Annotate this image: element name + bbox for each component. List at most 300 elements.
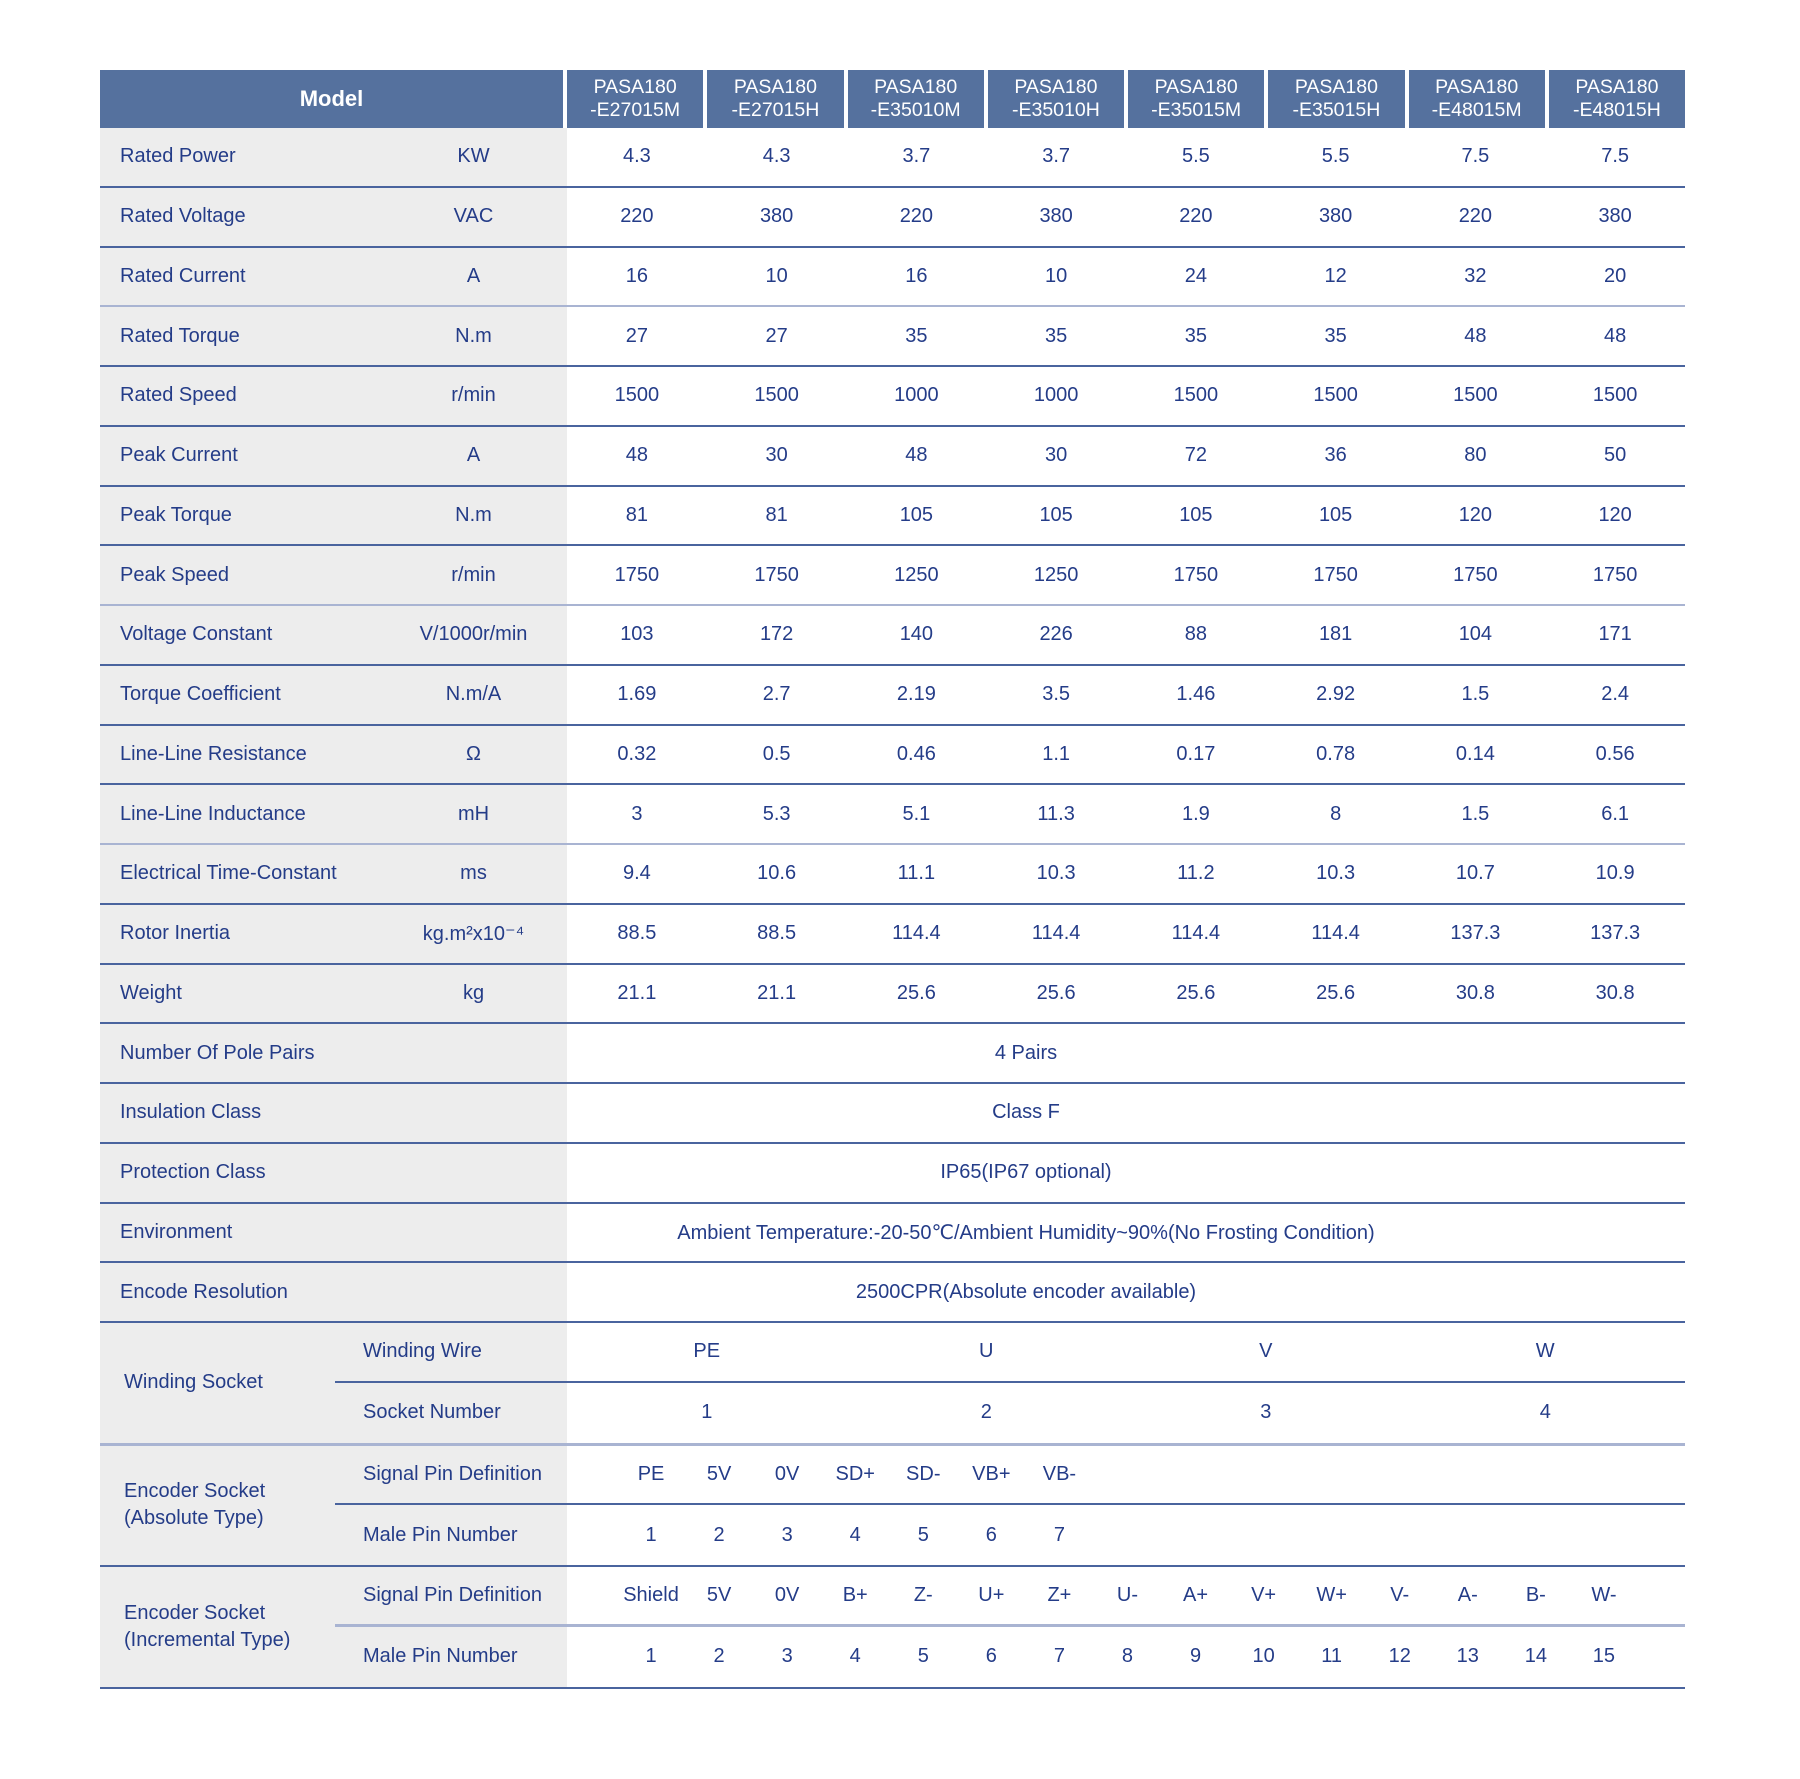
spec-row-values bbox=[567, 248, 1685, 306]
spec-value-cell: 220 bbox=[1179, 205, 1213, 228]
spec-value-cell: 35 bbox=[905, 324, 928, 347]
spec-value-cell: 3.5 bbox=[1042, 683, 1071, 706]
spec-value-cell: 1500 bbox=[1173, 384, 1219, 407]
param-unit: VAC bbox=[453, 205, 494, 228]
param-name: Peak Current bbox=[120, 444, 238, 467]
model-name-line1: PASA180 bbox=[1294, 76, 1378, 98]
socket-value-cell: W bbox=[1535, 1340, 1555, 1363]
spec-value-cell: 114.4 bbox=[1171, 922, 1221, 945]
pin-cell: 14 bbox=[1524, 1645, 1547, 1668]
spec-value-cell: 4.3 bbox=[762, 145, 791, 168]
spec-row-labels bbox=[100, 487, 567, 545]
spec-value-cell: 27 bbox=[765, 324, 788, 347]
spec-value-cell: 172 bbox=[759, 623, 794, 646]
param-unit: kg bbox=[462, 981, 485, 1004]
spec-value-cell: 1000 bbox=[1033, 384, 1079, 407]
spec-value-cell: 10 bbox=[765, 264, 788, 287]
full-row-labels bbox=[100, 1204, 567, 1262]
pin-cell: SD- bbox=[906, 1462, 941, 1485]
spec-value-cell: 105 bbox=[1039, 503, 1073, 526]
full-row-labels bbox=[100, 1024, 567, 1082]
model-name-line1: PASA180 bbox=[1154, 76, 1238, 98]
spec-value-cell: 380 bbox=[1318, 205, 1353, 228]
model-column-header-6 bbox=[1268, 70, 1404, 128]
pin-cell bbox=[1502, 1505, 1570, 1565]
spec-value-cell: 8 bbox=[1330, 802, 1342, 825]
full-row bbox=[100, 1263, 1685, 1323]
pin-cell: B- bbox=[1525, 1583, 1546, 1606]
spec-value-cell: 11.1 bbox=[897, 862, 936, 885]
param-unit: A bbox=[466, 264, 481, 287]
pin-cell: Z- bbox=[913, 1583, 933, 1606]
param-name: Torque Coefficient bbox=[120, 683, 281, 706]
param-unit: A bbox=[466, 444, 481, 467]
section-row-label: Signal Pin Definition bbox=[335, 1567, 567, 1624]
socket-value-cell: U bbox=[979, 1340, 994, 1363]
pin-cell bbox=[1093, 1446, 1161, 1504]
param-unit: Ω bbox=[466, 742, 481, 765]
param-name: Rated Current bbox=[120, 264, 246, 287]
param-name: Peak Speed bbox=[120, 563, 229, 586]
spec-value-cell: 3.7 bbox=[1042, 145, 1071, 168]
spec-value-cell: 1500 bbox=[614, 384, 660, 407]
pin-cell: 1 bbox=[645, 1645, 657, 1668]
pin-grid bbox=[617, 1567, 1638, 1624]
section-encoder-socket-absolute bbox=[100, 1446, 1685, 1568]
model-name-line1: PASA180 bbox=[1575, 76, 1659, 98]
spec-value-cell: 48 bbox=[905, 444, 928, 467]
spec-row bbox=[100, 666, 1685, 726]
spec-value-cell: 10.3 bbox=[1036, 862, 1076, 885]
spec-value-cell: 25.6 bbox=[1036, 981, 1076, 1004]
pin-cell bbox=[1298, 1446, 1366, 1504]
param-name: Encode Resolution bbox=[120, 1280, 288, 1303]
spec-value-cell: 88 bbox=[1184, 623, 1207, 646]
pin-cell: 5V bbox=[706, 1462, 732, 1485]
spec-value-cell: 171 bbox=[1598, 623, 1632, 646]
section-label-line: (Incremental Type) bbox=[124, 1628, 291, 1651]
pin-cell: 0V bbox=[774, 1462, 800, 1485]
model-name-line1: PASA180 bbox=[1435, 76, 1519, 98]
pin-cell: SD+ bbox=[835, 1462, 875, 1485]
spec-value-cell: 81 bbox=[765, 503, 788, 526]
spec-value-cell: 30.8 bbox=[1595, 981, 1635, 1004]
spec-value-cell: 50 bbox=[1604, 444, 1627, 467]
spec-value-cell: 137.3 bbox=[1450, 922, 1501, 945]
model-name-line2: -E48015M bbox=[1431, 99, 1522, 121]
param-name: Weight bbox=[120, 981, 182, 1004]
spec-value-cell: 24 bbox=[1184, 264, 1207, 287]
spec-value-cell: 1750 bbox=[1592, 563, 1638, 586]
pin-cell: W+ bbox=[1316, 1583, 1347, 1606]
socket-value-cell: 3 bbox=[1260, 1401, 1272, 1424]
socket-value-cell: V bbox=[1259, 1340, 1273, 1363]
param-name: Number Of Pole Pairs bbox=[120, 1041, 315, 1064]
spec-value-cell: 1250 bbox=[1033, 563, 1079, 586]
spec-row-values bbox=[567, 785, 1685, 843]
full-row bbox=[100, 1204, 1685, 1264]
model-column-header-1 bbox=[567, 70, 703, 128]
spec-value-cell: 81 bbox=[625, 503, 648, 526]
pin-cell: U- bbox=[1116, 1583, 1139, 1606]
model-column-header-2 bbox=[707, 70, 843, 128]
spec-value-cell: 32 bbox=[1464, 264, 1487, 287]
section-row-label: Socket Number bbox=[335, 1383, 567, 1443]
spec-value-cell: 36 bbox=[1324, 444, 1347, 467]
spec-value-cell: 1.5 bbox=[1461, 683, 1490, 706]
spec-row bbox=[100, 188, 1685, 248]
param-name: Line-Line Inductance bbox=[120, 802, 306, 825]
pin-cell: 7 bbox=[1053, 1645, 1065, 1668]
spec-row-labels bbox=[100, 248, 567, 306]
pin-cell bbox=[1230, 1505, 1298, 1565]
spec-row bbox=[100, 128, 1685, 188]
spec-row-values bbox=[567, 188, 1685, 246]
section-label-line: Encoder Socket bbox=[124, 1480, 266, 1503]
pin-cell: 2 bbox=[713, 1645, 725, 1668]
pin-cell: 2 bbox=[713, 1523, 725, 1546]
spec-value-cell: 2.92 bbox=[1316, 683, 1356, 706]
spec-value-cell: 103 bbox=[620, 623, 654, 646]
model-column-header-4 bbox=[988, 70, 1124, 128]
spec-value-cell: 105 bbox=[899, 503, 934, 526]
spec-value-cell: 220 bbox=[1458, 205, 1493, 228]
param-name: Insulation Class bbox=[120, 1101, 262, 1124]
spec-row-values bbox=[567, 905, 1685, 963]
spec-value-cell: 380 bbox=[1039, 205, 1073, 228]
pin-cell: 11 bbox=[1321, 1645, 1343, 1668]
pin-cell: A+ bbox=[1183, 1583, 1209, 1606]
spec-value-cell: 10.6 bbox=[757, 862, 797, 885]
param-unit: kg.m²x10⁻⁴ bbox=[422, 923, 525, 946]
spec-value-cell: 5.5 bbox=[1321, 145, 1350, 168]
param-unit: N.m bbox=[455, 503, 492, 526]
spec-value-cell: 0.46 bbox=[896, 742, 936, 765]
model-name-line1: PASA180 bbox=[733, 76, 817, 98]
section-row bbox=[335, 1505, 1685, 1565]
model-name-line2: -E35015M bbox=[1151, 99, 1242, 121]
model-name-line2: -E35015H bbox=[1292, 99, 1381, 121]
spec-value-cell: 114.4 bbox=[1031, 922, 1081, 945]
pin-cell: 9 bbox=[1189, 1645, 1202, 1668]
param-name: Protection Class bbox=[120, 1161, 266, 1184]
pin-cell: VB+ bbox=[972, 1462, 1011, 1485]
section-winding-socket bbox=[100, 1323, 1685, 1446]
pin-cell: 15 bbox=[1592, 1645, 1616, 1668]
spec-value-cell: 5.3 bbox=[762, 802, 791, 825]
model-name-line1: PASA180 bbox=[1014, 76, 1098, 98]
spec-value-cell: 2.4 bbox=[1601, 683, 1630, 706]
param-name: Peak Torque bbox=[120, 503, 232, 526]
spec-value-cell: 181 bbox=[1318, 623, 1353, 646]
pin-cell bbox=[1502, 1446, 1570, 1504]
model-name-line2: -E35010M bbox=[870, 99, 961, 121]
pin-cell: 10 bbox=[1252, 1645, 1275, 1668]
pin-cell: 4 bbox=[849, 1523, 861, 1546]
spec-row bbox=[100, 785, 1685, 845]
pin-cell: 3 bbox=[781, 1645, 793, 1668]
socket-value-cell: 1 bbox=[701, 1401, 713, 1424]
spec-value-cell: 2.7 bbox=[762, 683, 791, 706]
spec-value-cell: 1250 bbox=[894, 563, 939, 586]
spec-value-cell: 3 bbox=[631, 802, 643, 825]
spec-value-cell: 105 bbox=[1318, 503, 1353, 526]
spec-value-cell: 12 bbox=[1324, 264, 1347, 287]
spec-value-cell: 0.5 bbox=[762, 742, 791, 765]
spec-value-cell: 48 bbox=[625, 444, 648, 467]
pin-cell: B+ bbox=[842, 1583, 868, 1606]
pin-cell bbox=[1366, 1446, 1434, 1504]
full-row-value: 4 Pairs bbox=[994, 1041, 1058, 1064]
pin-cell: 5 bbox=[917, 1645, 929, 1668]
section-rows bbox=[335, 1567, 1685, 1687]
spec-value-cell: 226 bbox=[1039, 623, 1073, 646]
spec-row bbox=[100, 606, 1685, 666]
spec-value-cell: 10.9 bbox=[1595, 862, 1635, 885]
spec-row-labels bbox=[100, 726, 567, 784]
spec-value-cell: 1000 bbox=[894, 384, 939, 407]
spec-value-cell: 1750 bbox=[1453, 563, 1498, 586]
spec-row-values bbox=[567, 726, 1685, 784]
section-row-label: Male Pin Number bbox=[335, 1505, 567, 1565]
section-row-label: Male Pin Number bbox=[335, 1627, 567, 1687]
spec-value-cell: 25.6 bbox=[1316, 981, 1356, 1004]
spec-row-labels bbox=[100, 307, 567, 365]
pin-cell: 4 bbox=[849, 1645, 861, 1668]
spec-value-cell: 1.1 bbox=[1042, 742, 1071, 765]
spec-value-cell: 21.1 bbox=[757, 981, 797, 1004]
spec-row bbox=[100, 845, 1685, 905]
spec-row-labels bbox=[100, 905, 567, 963]
spec-value-cell: 80 bbox=[1464, 444, 1487, 467]
spec-value-cell: 1500 bbox=[754, 384, 799, 407]
param-unit: N.m/A bbox=[445, 683, 502, 706]
spec-value-cell: 3.7 bbox=[902, 145, 931, 168]
pin-cell: 6 bbox=[985, 1523, 997, 1546]
param-unit: mH bbox=[457, 802, 490, 825]
model-name-line1: PASA180 bbox=[593, 76, 677, 98]
section-rows bbox=[335, 1446, 1685, 1566]
pin-cell bbox=[1162, 1505, 1230, 1565]
spec-value-cell: 6.1 bbox=[1601, 802, 1630, 825]
spec-row-labels bbox=[100, 785, 567, 843]
spec-value-cell: 105 bbox=[1179, 503, 1213, 526]
pin-cell: Shield bbox=[623, 1583, 679, 1606]
param-name: Rated Torque bbox=[120, 324, 240, 347]
section-label-line: (Absolute Type) bbox=[124, 1507, 264, 1530]
model-header-label: Model bbox=[299, 86, 364, 111]
pin-cell bbox=[1570, 1505, 1638, 1565]
pin-cell: 8 bbox=[1121, 1645, 1134, 1668]
spec-value-cell: 1.5 bbox=[1461, 802, 1490, 825]
table-body bbox=[100, 128, 1685, 1689]
spec-value-cell: 137.3 bbox=[1590, 922, 1641, 945]
spec-row-values bbox=[567, 546, 1685, 604]
param-unit: KW bbox=[457, 145, 490, 168]
spec-value-cell: 104 bbox=[1458, 623, 1493, 646]
model-name-line2: -E27015M bbox=[590, 99, 681, 121]
spec-row-labels bbox=[100, 606, 567, 664]
param-name: Rated Speed bbox=[120, 384, 237, 407]
spec-value-cell: 16 bbox=[905, 264, 928, 287]
pin-cell: V+ bbox=[1251, 1583, 1277, 1606]
full-row bbox=[100, 1144, 1685, 1204]
spec-value-cell: 140 bbox=[899, 623, 934, 646]
param-name: Rotor Inertia bbox=[120, 922, 231, 945]
spec-row-labels bbox=[100, 128, 567, 186]
pin-cell: 5 bbox=[917, 1523, 929, 1546]
pin-cell bbox=[1434, 1505, 1502, 1565]
full-row-labels bbox=[100, 1144, 567, 1202]
spec-value-cell: 0.56 bbox=[1595, 742, 1635, 765]
param-unit: N.m bbox=[455, 324, 492, 347]
model-name-line2: -E27015H bbox=[731, 99, 820, 121]
pin-cell: 7 bbox=[1053, 1523, 1065, 1546]
model-column-header-5 bbox=[1128, 70, 1264, 128]
pin-cell bbox=[1570, 1446, 1638, 1504]
spec-row bbox=[100, 487, 1685, 547]
pin-cell: 12 bbox=[1388, 1645, 1411, 1668]
spec-row-labels bbox=[100, 845, 567, 903]
pin-cell bbox=[1162, 1446, 1230, 1504]
full-row bbox=[100, 1024, 1685, 1084]
spec-value-cell: 20 bbox=[1604, 264, 1627, 287]
spec-value-cell: 114.4 bbox=[892, 922, 941, 945]
spec-value-cell: 1750 bbox=[614, 563, 660, 586]
param-unit: r/min bbox=[451, 384, 496, 407]
section-row bbox=[335, 1323, 1685, 1383]
section-row bbox=[335, 1627, 1685, 1687]
spec-value-cell: 11.3 bbox=[1037, 802, 1075, 825]
param-name: Rated Voltage bbox=[120, 205, 246, 228]
pin-cell: W- bbox=[1591, 1583, 1617, 1606]
spec-value-cell: 48 bbox=[1604, 324, 1627, 347]
spec-value-cell: 5.5 bbox=[1181, 145, 1210, 168]
pin-cell bbox=[1230, 1446, 1298, 1504]
spec-value-cell: 88.5 bbox=[617, 922, 657, 945]
section-row bbox=[335, 1567, 1685, 1627]
section-row-label: Signal Pin Definition bbox=[335, 1446, 567, 1504]
pin-cell: A- bbox=[1457, 1583, 1478, 1606]
section-row bbox=[335, 1446, 1685, 1506]
spec-row bbox=[100, 248, 1685, 308]
section-encoder-socket-incremental bbox=[100, 1567, 1685, 1689]
spec-value-cell: 1750 bbox=[1313, 563, 1358, 586]
socket-value-cell: PE bbox=[693, 1340, 721, 1363]
motor-spec-table bbox=[100, 70, 1685, 1689]
spec-value-cell: 220 bbox=[620, 205, 654, 228]
pin-grid bbox=[617, 1446, 1638, 1504]
pin-cell bbox=[1366, 1505, 1434, 1565]
spec-value-cell: 35 bbox=[1324, 324, 1347, 347]
spec-row-labels bbox=[100, 188, 567, 246]
pin-cell: Z+ bbox=[1047, 1583, 1072, 1606]
param-unit: V/1000r/min bbox=[419, 623, 528, 646]
spec-value-cell: 27 bbox=[625, 324, 648, 347]
spec-row-values bbox=[567, 845, 1685, 903]
spec-row bbox=[100, 726, 1685, 786]
spec-row-labels bbox=[100, 367, 567, 425]
pin-cell bbox=[1093, 1505, 1161, 1565]
pin-cell bbox=[1434, 1446, 1502, 1504]
spec-value-cell: 10.7 bbox=[1455, 862, 1495, 885]
section-label bbox=[100, 1567, 335, 1687]
spec-value-cell: 21.1 bbox=[617, 981, 657, 1004]
spec-value-cell: 30.8 bbox=[1455, 981, 1495, 1004]
spec-value-cell: 0.78 bbox=[1316, 742, 1356, 765]
pin-cell: 6 bbox=[985, 1645, 997, 1668]
spec-value-cell: 7.5 bbox=[1461, 145, 1490, 168]
spec-value-cell: 5.1 bbox=[902, 802, 931, 825]
spec-row bbox=[100, 905, 1685, 965]
section-row-label: Winding Wire bbox=[335, 1323, 567, 1381]
param-name: Voltage Constant bbox=[120, 623, 273, 646]
spec-value-cell: 35 bbox=[1045, 324, 1068, 347]
spec-row-values bbox=[567, 606, 1685, 664]
spec-row-labels bbox=[100, 666, 567, 724]
spec-row-values bbox=[567, 666, 1685, 724]
full-row-labels bbox=[100, 1263, 567, 1321]
spec-value-cell: 88.5 bbox=[757, 922, 797, 945]
spec-value-cell: 120 bbox=[1598, 503, 1632, 526]
spec-value-cell: 1.46 bbox=[1176, 683, 1216, 706]
spec-value-cell: 1750 bbox=[754, 563, 799, 586]
full-row-value: IP65(IP67 optional) bbox=[940, 1161, 1112, 1184]
socket-value-cell: 2 bbox=[980, 1401, 992, 1424]
param-name: Rated Power bbox=[120, 145, 236, 168]
pin-cell bbox=[1298, 1505, 1366, 1565]
spec-value-cell: 380 bbox=[759, 205, 794, 228]
spec-row bbox=[100, 427, 1685, 487]
spec-value-cell: 1500 bbox=[1313, 384, 1358, 407]
spec-row-labels bbox=[100, 427, 567, 485]
pin-cell: 5V bbox=[706, 1583, 732, 1606]
section-label bbox=[100, 1446, 335, 1566]
spec-value-cell: 2.19 bbox=[896, 683, 936, 706]
section-rows bbox=[335, 1323, 1685, 1443]
spec-row bbox=[100, 307, 1685, 367]
spec-value-cell: 1500 bbox=[1453, 384, 1498, 407]
section-row-values bbox=[567, 1323, 1685, 1381]
spec-value-cell: 0.14 bbox=[1455, 742, 1495, 765]
model-column-header-7 bbox=[1409, 70, 1545, 128]
spec-value-cell: 11.2 bbox=[1177, 862, 1215, 885]
param-name: Line-Line Resistance bbox=[120, 742, 307, 765]
spec-row-values bbox=[567, 487, 1685, 545]
model-name-line2: -E35010H bbox=[1011, 99, 1100, 121]
param-unit: r/min bbox=[451, 563, 496, 586]
spec-row bbox=[100, 965, 1685, 1025]
section-row-values bbox=[567, 1383, 1685, 1443]
param-name: Electrical Time-Constant bbox=[120, 862, 337, 885]
spec-value-cell: 25.6 bbox=[1176, 981, 1216, 1004]
spec-row-values bbox=[567, 965, 1685, 1023]
spec-row-labels bbox=[100, 546, 567, 604]
spec-row-values bbox=[567, 307, 1685, 365]
table-header-row bbox=[100, 70, 1685, 128]
section-label-line: Winding Socket bbox=[124, 1371, 263, 1394]
spec-value-cell: 4.3 bbox=[622, 145, 651, 168]
spec-value-cell: 120 bbox=[1458, 503, 1493, 526]
spec-row-labels bbox=[100, 965, 567, 1023]
pin-cell: 0V bbox=[774, 1583, 800, 1606]
section-label bbox=[100, 1323, 335, 1443]
pin-cell: 3 bbox=[781, 1523, 793, 1546]
full-row-labels bbox=[100, 1084, 567, 1142]
socket-value-cell: 4 bbox=[1539, 1401, 1551, 1424]
spec-row bbox=[100, 367, 1685, 427]
model-column-header-3 bbox=[848, 70, 984, 128]
